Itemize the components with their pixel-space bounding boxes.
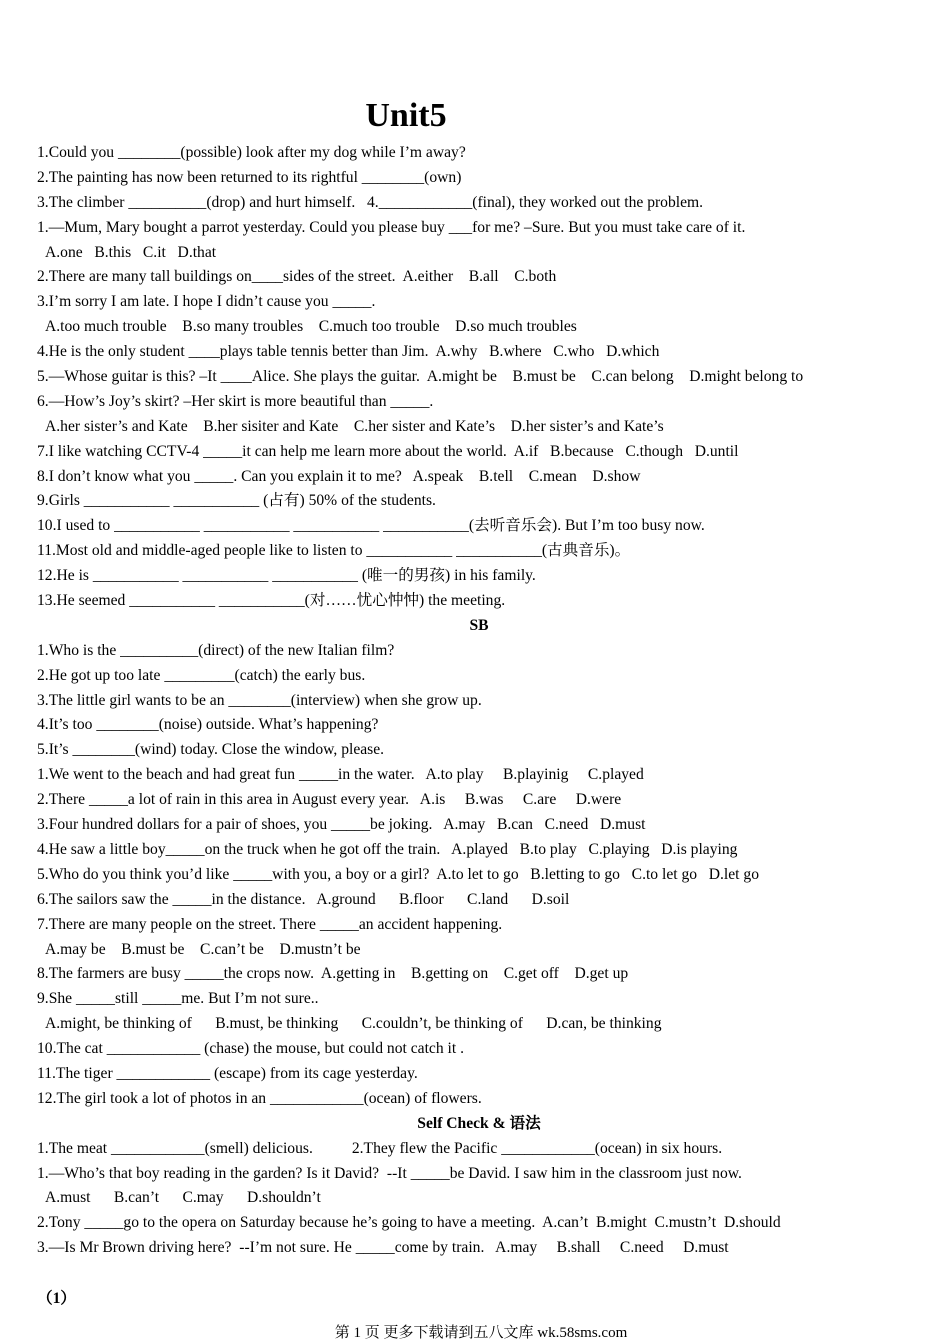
- answer-options: A.too much trouble B.so many troubles C.much too trouble D.so much troubles: [45, 318, 577, 336]
- exercise-line: 10.The cat ____________ (chase) the mouse, but could not catch it .: [37, 1040, 464, 1058]
- exercise-line: 6.—How’s Joy’s skirt? –Her skirt is more beautiful than _____.: [37, 392, 434, 410]
- exercise-line: 5.—Whose guitar is this? –It ____Alice. She plays the guitar. A.might be B.must be C.can belong D.might belong to: [37, 368, 804, 386]
- exercise-line: 1.—Mum, Mary bought a parrot yesterday. Could you please buy ___for me? –Sure. But you must take care of it.: [37, 218, 746, 236]
- exercise-line: 7.I like watching CCTV-4 _____it can help me learn more about the world. A.if B.because C.though D.until: [37, 442, 739, 460]
- answer-options: A.must B.can’t C.may D.shouldn’t: [45, 1189, 321, 1207]
- exercise-line: 2.He got up too late _________(catch) the early bus.: [37, 666, 366, 684]
- exercise-line: 4.It’s too ________(noise) outside. What’s happening?: [37, 716, 379, 734]
- exercise-line: 3.Four hundred dollars for a pair of shoes, you _____be joking. A.may B.can C.need D.must: [37, 816, 646, 834]
- exercise-line: 1.Could you ________(possible) look after my dog while I’m away?: [37, 144, 466, 161]
- exercise-line: 7.There are many people on the street. There _____an accident happening.: [37, 915, 503, 933]
- exercise-line: 3.The little girl wants to be an ________(interview) when she grow up.: [37, 691, 482, 709]
- exercise-line: 8.I don’t know what you _____. Can you explain it to me? A.speak B.tell C.mean D.show: [37, 467, 641, 485]
- exercise-line: 4.He saw a little boy_____on the truck when he got off the train. A.played B.to play C.playing D.is playing: [37, 840, 738, 858]
- exercise-line: 4.He is the only student ____plays table tennis better than Jim. A.why B.where C.who D.which: [37, 343, 660, 361]
- exercise-line: 3.—Is Mr Brown driving here? --I’m not sure. He _____come by train. A.may B.shall C.need D.must: [37, 1239, 729, 1257]
- answer-options: A.her sister’s and Kate B.her sisiter and Kate C.her sister and Kate’s D.her sister’s and Kate’s: [45, 417, 664, 435]
- section-heading: Self Check & 语法: [417, 1114, 541, 1132]
- exercise-line: 9.Girls ___________ ___________ (占有) 50% of the students.: [37, 492, 436, 510]
- exercise-line: 8.The farmers are busy _____the crops now. A.getting in B.getting on C.get off D.get up: [37, 965, 629, 983]
- exercise-line: 3.I’m sorry I am late. I hope I didn’t cause you _____.: [37, 293, 376, 311]
- exercise-line: 5.Who do you think you’d like _____with you, a boy or a girl? A.to let to go B.letting to go C.to let go D.let go: [37, 865, 760, 883]
- exercise-line: 1.—Who’s that boy reading in the garden? Is it David? --It _____be David. I saw him in the classroom just now.: [37, 1164, 742, 1182]
- answer-options: A.may be B.must be C.can’t be D.mustn’t be: [45, 940, 361, 958]
- exercise-line: 1.We went to the beach and had great fun _____in the water. A.to play B.playinig C.played: [37, 766, 644, 784]
- exercise-line: 13.He seemed ___________ ___________(对……忧心忡忡) the meeting.: [37, 592, 506, 610]
- exercise-line: 2.There are many tall buildings on____sides of the street. A.either B.all C.both: [37, 268, 557, 286]
- page-mark: （1）: [37, 1290, 76, 1307]
- exercise-line: 10.I used to ___________ ___________ ___________ ___________(去听音乐会). But I’m too busy now.: [37, 517, 705, 535]
- exercise-line: 3.The climber __________(drop) and hurt himself. 4.____________(final), they worked out the problem.: [37, 193, 704, 211]
- exercise-line: 12.The girl took a lot of photos in an ____________(ocean) of flowers.: [37, 1089, 482, 1107]
- exercise-line: 5.It’s ________(wind) today. Close the window, please.: [37, 741, 385, 759]
- exercise-line: 12.He is ___________ ___________ ___________ (唯一的男孩) in his family.: [37, 567, 536, 585]
- document-title: Unit5: [365, 97, 447, 134]
- exercise-line: 9.She _____still _____me. But I’m not sure..: [37, 990, 319, 1008]
- exercise-line: 2.There _____a lot of rain in this area in August every year. A.is B.was C.are D.were: [37, 791, 622, 809]
- exercise-list: [37, 141, 927, 1261]
- exercise-line: 1.Who is the __________(direct) of the new Italian film?: [37, 641, 395, 659]
- exercise-line: 1.The meat ____________(smell) delicious. 2.They flew the Pacific ____________(ocean) in six hours.: [37, 1139, 723, 1157]
- answer-options: A.one B.this C.it D.that: [45, 243, 217, 261]
- exercise-line: 11.The tiger ____________ (escape) from its cage yesterday.: [37, 1064, 418, 1082]
- exercise-line: 11.Most old and middle-aged people like to listen to ___________ ___________(古典音乐)。: [37, 542, 631, 560]
- section-heading: SB: [469, 616, 489, 634]
- exercise-line: 2.The painting has now been returned to its rightful ________(own): [37, 168, 462, 186]
- exercise-line: 6.The sailors saw the _____in the distance. A.ground B.floor C.land D.soil: [37, 890, 570, 908]
- answer-options: A.might, be thinking of B.must, be thinking C.couldn’t, be thinking of D.can, be thinking: [45, 1015, 662, 1033]
- page-footer: 第 1 页 更多下载请到五八文库 wk.58sms.com: [334, 1325, 628, 1341]
- exercise-line: 2.Tony _____go to the opera on Saturday because he’s going to have a meeting. A.can’t B.might C.mustn’t D.should: [37, 1214, 781, 1232]
